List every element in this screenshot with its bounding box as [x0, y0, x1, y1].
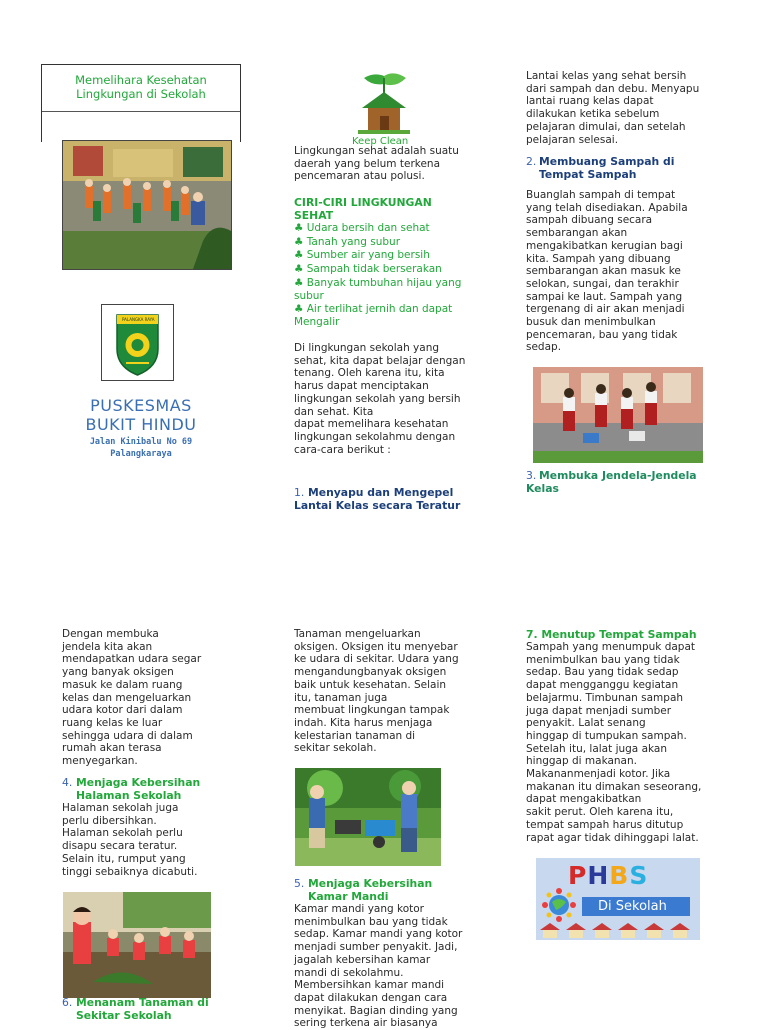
ciri-list	[294, 222, 479, 329]
intro-text: Lingkungan sehat adalah suatu daerah yang belum terkena pencemaran atau polusi.	[294, 145, 459, 183]
col3-top-paragraph: Lantai kelas yang sehat bersih dari sampah dan debu. Menyapu lantai ruang kelas dapat dilakukan ketika sebelum pelajaran dimulai, dan setelah pelajaran selesai.	[526, 70, 700, 146]
org-address: Jalan Kinibalu No 69 Palangkaraya	[89, 437, 193, 459]
kids-garden-photo	[295, 768, 441, 866]
emblem-card	[101, 304, 174, 381]
step-5-heading	[294, 877, 474, 903]
house-row-icon	[538, 921, 698, 939]
list-item: ♣ Air terlihat jernih dan dapat Mengalir	[294, 303, 453, 328]
step-2-text: Buanglah sampah di tempat yang telah disediakan. Apabila sampah dibuang secara sembarangan akan mengakibatkan kerugian bagi kita. Sampah yang dibuang sembarangan akan masuk ke selokan, sungai, dan terakhir sampai ke laut. Sampah yang tergenang di air akan menjadi busuk dan menimbulkan pencemaran, bau yang tidak sedap.	[526, 189, 688, 354]
phbs-letter: S	[629, 861, 649, 890]
emblem-text: PALANGKA RAYA	[122, 317, 155, 322]
school-children-photo	[62, 140, 232, 270]
phbs-letter: P	[568, 861, 588, 890]
col1-bottom-paragraph: Dengan membuka jendela kita akan mendapatkan udara segar yang banyak oksigen masuk ke dalam ruang kelas dan mengeluarkan udara kotor dari dalam ruang kelas ke luar sehingga udara di dalam rumah akan terasa menyegarkan.	[62, 628, 202, 768]
list-item: ♣ Sumber air yang bersih	[294, 249, 430, 262]
step-6-num: 6.	[62, 996, 73, 1009]
children-planting-photo	[63, 892, 211, 998]
step-2-title: Membuang Sampah di Tempat Sampah	[539, 155, 675, 181]
keep-clean-logo	[354, 72, 414, 136]
phbs-banner	[536, 858, 700, 940]
globe-people-icon	[542, 888, 576, 922]
house-plant-icon	[354, 72, 414, 136]
step-1-heading	[294, 486, 479, 512]
environment-paragraph: Di lingkungan sekolah yang sehat, kita dapat belajar dengan tenang. Oleh karena itu, kita harus dapat menciptakan lingkungan sekolah yang bersih dan sehat. Kita dapat memelihara kesehatan lingkungan sekolahmu dengan cara-cara berikut :	[294, 342, 466, 456]
keep-clean-caption: Keep Clean	[352, 136, 409, 147]
step-4-heading	[62, 776, 237, 802]
step-4-title: Menjaga Kebersihan Halaman Sekolah	[76, 776, 201, 802]
list-item: ♣ Banyak tumbuhan hijau yang subur	[294, 276, 462, 302]
step-7-text: Sampah yang menumpuk dapat menimbulkan bau yang tidak sedap. Bau yang tidak sedap dapat mengganggu kegiatan belajarmu. Timbunan sampah juga dapat menjadi sumber penyakit. Lalat senang hinggap di tumpukan sampah. Setelah itu, lalat juga akan hinggap di makanan. Makananmenjadi kotor. Jika makanan itu dimakan seseorang, dapat mengakibatkan sakit perut. Oleh karena itu, tempat sampah harus ditutup rapat agar tidak dihinggapi lalat.	[526, 641, 702, 844]
step-2-num: 2.	[526, 155, 537, 168]
title-box-text: Memelihara Kesehatan Lingkungan di Sekolah	[75, 73, 207, 101]
step-1-title: Menyapu dan Mengepel Lantai Kelas secara Teratur	[294, 486, 461, 512]
step-4-text: Halaman sekolah juga perlu dibersihkan. Halaman sekolah perlu disapu secara teratur. Selain itu, rumput yang tinggi sebaiknya dicabuti.	[62, 802, 198, 878]
org-name: PUSKESMAS BUKIT HINDU	[85, 396, 197, 434]
phbs-letter: H	[587, 861, 610, 890]
ciri-heading: CIRI-CIRI LINGKUNGAN SEHAT	[294, 196, 432, 222]
col2-bottom-paragraph: Tanaman mengeluarkan oksigen. Oksigen itu menyebar ke udara di sekitar. Udara yang mengandungbanyak oksigen baik untuk kesehatan. Selain itu, tanaman juga membuat lingkungan tampak indah. Kita harus menjaga kelestarian tanaman di sekitar sekolah.	[294, 628, 459, 755]
step-5-text: Kamar mandi yang kotor menimbulkan bau yang tidak sedap. Kamar mandi yang kotor menjadi sumber penyakit. Jadi, jagalah kebersihan kamar mandi di sekolahmu. Membersihkan kamar mandi dapat dilakukan dengan cara menyikat. Bagian dinding yang sering terkena air biasanya	[294, 903, 463, 1030]
step-3-num: 3.	[526, 469, 537, 482]
phbs-subtitle: Di Sekolah	[598, 899, 667, 914]
step-5-title: Menjaga Kebersihan Kamar Mandi	[308, 877, 433, 903]
list-item: ♣ Tanah yang subur	[294, 235, 401, 248]
list-item: ♣ Sampah tidak berserakan	[294, 263, 442, 276]
step-7-heading: 7. Menutup Tempat Sampah	[526, 628, 697, 641]
list-item: ♣ Udara bersih dan sehat	[294, 222, 430, 234]
step-6-title: Menanam Tanaman di Sekitar Sekolah	[76, 996, 209, 1022]
phbs-letter: B	[609, 861, 630, 890]
students-cleaning-photo	[533, 367, 703, 463]
step-3-title: Membuka Jendela-Jendela Kelas	[526, 469, 697, 495]
step-3-heading	[526, 469, 716, 495]
phbs-title	[568, 862, 648, 890]
title-box-divider	[42, 111, 240, 112]
step-4-num: 4.	[62, 776, 73, 789]
step-1-num: 1.	[294, 486, 305, 499]
step-2-heading	[526, 155, 716, 181]
step-5-num: 5.	[294, 877, 305, 890]
title-box	[41, 64, 241, 142]
step-6-heading	[62, 996, 237, 1022]
phbs-subtitle-bar	[582, 897, 690, 916]
